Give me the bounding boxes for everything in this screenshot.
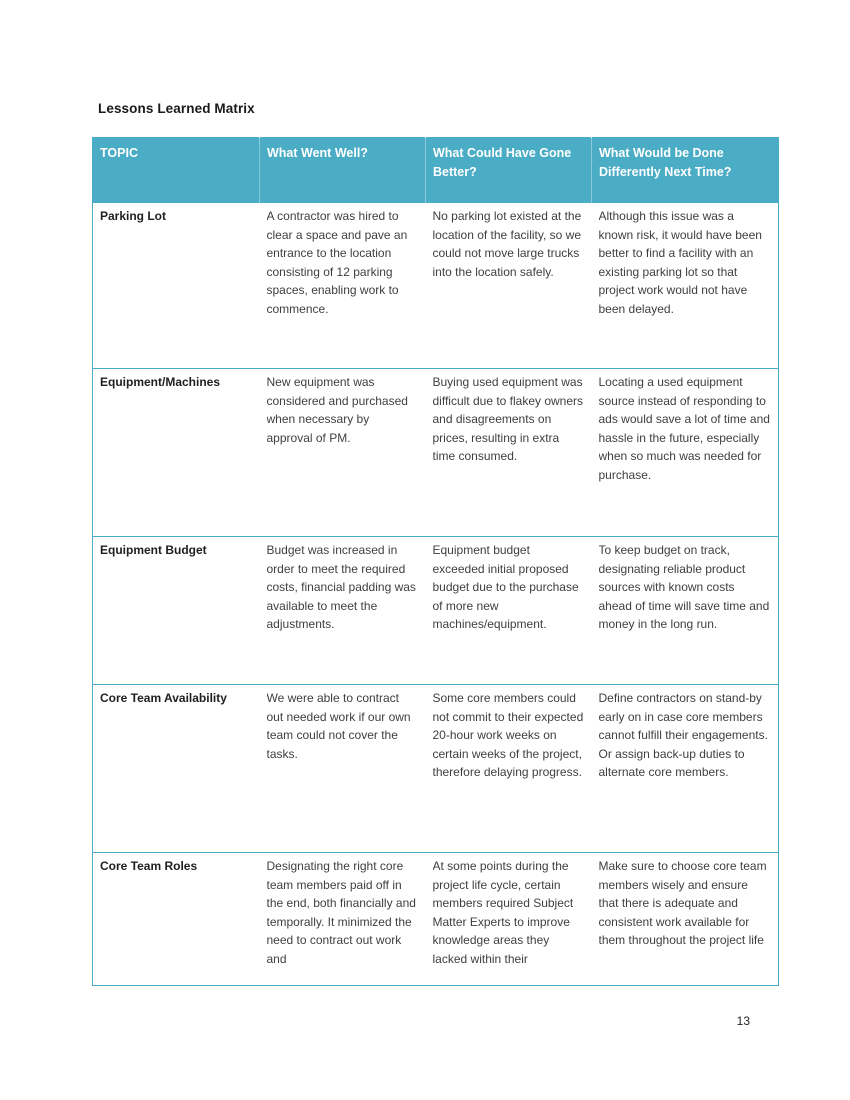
column-header-went-well: What Went Well? bbox=[260, 138, 426, 203]
column-header-done-differently: What Would be Done Differently Next Time? bbox=[592, 138, 779, 203]
table-row bbox=[93, 537, 779, 685]
gone-better-cell: At some points during the project life cycle, certain members required Subject Matter Experts to improve knowledge areas they lacked within their bbox=[432, 859, 574, 966]
lessons-learned-table bbox=[92, 137, 779, 986]
column-header-gone-better: What Could Have Gone Better? bbox=[426, 138, 592, 203]
table-row bbox=[93, 369, 779, 537]
done-differently-cell: To keep budget on track, designating reliable product sources with known costs ahead of time will save time and money in the long run. bbox=[598, 543, 770, 632]
table-row bbox=[93, 685, 779, 853]
done-differently-cell: Make sure to choose core team members wisely and ensure that there is adequate and consistent work available for them throughout the project life bbox=[598, 859, 767, 948]
went-well-cell: We were able to contract out needed work if our own team could not cover the tasks. bbox=[266, 691, 411, 761]
went-well-cell: New equipment was considered and purchased when necessary by approval of PM. bbox=[266, 375, 408, 445]
went-well-cell: A contractor was hired to clear a space and pave an entrance to the location consisting of 12 parking spaces, enabling work to commence. bbox=[266, 209, 408, 316]
done-differently-cell: Locating a used equipment source instead of responding to ads would save a lot of time and hassle in the future, especially when so much was needed for purchase. bbox=[598, 375, 770, 482]
gone-better-cell: Some core members could not commit to their expected 20-hour work weeks on certain weeks of the project, therefore delaying progress. bbox=[432, 691, 584, 780]
topic-cell: Equipment Budget bbox=[100, 543, 207, 557]
topic-cell: Parking Lot bbox=[100, 209, 167, 223]
done-differently-cell: Define contractors on stand-by early on in case core members cannot fulfill their engagements. Or assign back-up duties to alternate core members. bbox=[598, 691, 768, 780]
table-row bbox=[93, 203, 779, 369]
table-row bbox=[93, 853, 779, 986]
page-title: Lessons Learned Matrix bbox=[98, 101, 255, 116]
page-number: 13 bbox=[736, 1014, 750, 1028]
gone-better-cell: Equipment budget exceeded initial proposed budget due to the purchase of more new machines/equipment. bbox=[432, 543, 579, 632]
topic-cell: Core Team Availability bbox=[100, 691, 227, 705]
gone-better-cell: No parking lot existed at the location of the facility, so we could not move large trucks into the location safely. bbox=[432, 209, 582, 279]
went-well-cell: Budget was increased in order to meet the required costs, financial padding was available to meet the adjustments. bbox=[266, 543, 416, 632]
table-header-row bbox=[93, 138, 779, 203]
gone-better-cell: Buying used equipment was difficult due to flakey owners and disagreements on prices, resulting in extra time consumed. bbox=[432, 375, 584, 464]
went-well-cell: Designating the right core team members paid off in the end, both financially and temporally. It minimized the need to contract out work and bbox=[266, 859, 416, 966]
topic-cell: Core Team Roles bbox=[100, 859, 198, 873]
column-header-topic: TOPIC bbox=[93, 138, 260, 203]
done-differently-cell: Although this issue was a known risk, it would have been better to find a facility with an existing parking lot so that project work would not have been delayed. bbox=[598, 209, 762, 316]
topic-cell: Equipment/Machines bbox=[100, 375, 221, 389]
